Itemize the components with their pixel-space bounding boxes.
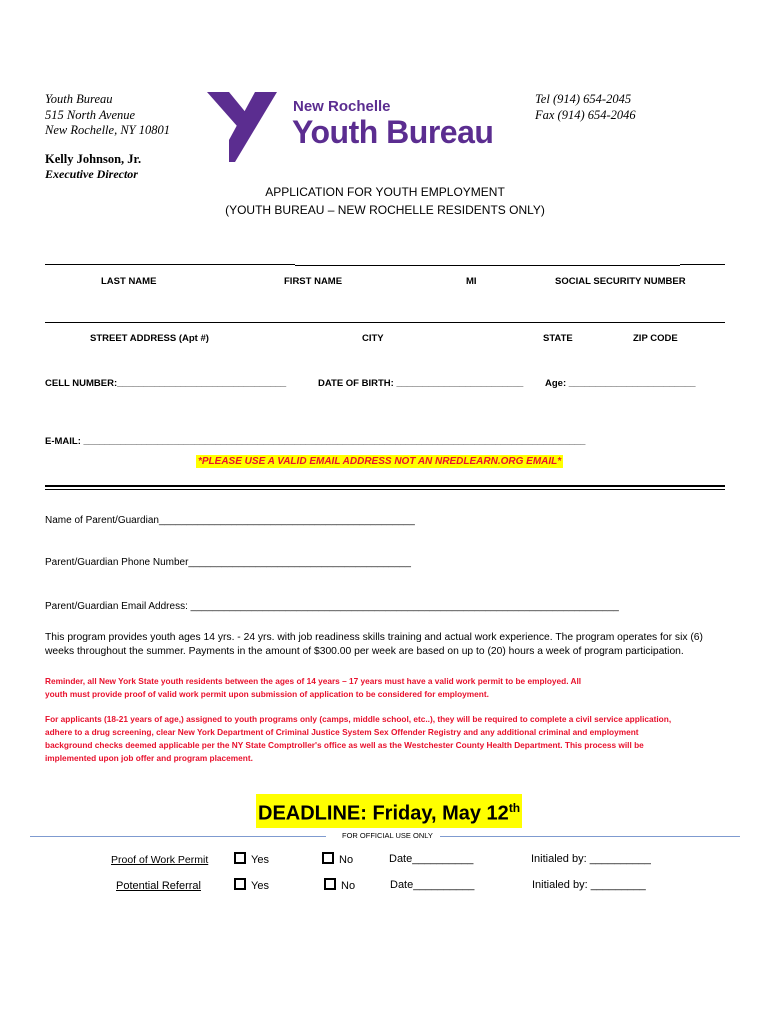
program-description: This program provides youth ages 14 yrs. - 24 yrs. with job readiness skills training and actual work experience. The program operates for six (6) weeks throughout the summer. Payments in the amount of $300.00 per week are based on up to (20) hours a week of program participation. xyxy=(45,632,703,657)
org-city: New Rochelle, NY 10801 xyxy=(45,123,170,137)
form-title xyxy=(0,183,770,219)
email-field[interactable]: E-MAIL: _______________________________________________________________________________________________ xyxy=(45,436,586,447)
name-line-2[interactable] xyxy=(295,265,680,266)
cell-number-field[interactable]: CELL NUMBER:________________________________ xyxy=(45,378,287,389)
referral-initialed-field[interactable]: Initialed by: _________ xyxy=(532,879,646,891)
contact-info xyxy=(535,92,636,123)
referral-no-checkbox[interactable] xyxy=(324,878,355,892)
fax: Fax (914) 654-2046 xyxy=(535,107,636,122)
title-line2: (YOUTH BUREAU – NEW ROCHELLE RESIDENTS ONLY) xyxy=(225,203,545,217)
checkbox-icon xyxy=(324,878,336,890)
logo-line2: Youth Bureau xyxy=(292,114,494,150)
ssn-line[interactable] xyxy=(680,264,725,265)
referral-yes-checkbox[interactable] xyxy=(234,878,269,892)
yes-label: Yes xyxy=(251,880,269,892)
permit-date-field[interactable]: Date__________ xyxy=(389,853,474,865)
age-field[interactable]: Age: ________________________ xyxy=(545,378,696,389)
no-label: No xyxy=(341,880,356,892)
email-note: *PLEASE USE A VALID EMAIL ADDRESS NOT AN NREDLEARN.ORG EMAIL* xyxy=(198,456,562,467)
logo-line1: New Rochelle xyxy=(293,98,391,115)
official-rule-left xyxy=(30,836,326,837)
youth-bureau-logo xyxy=(207,90,517,162)
permit-yes-checkbox[interactable] xyxy=(234,852,269,866)
checkbox-icon xyxy=(234,852,246,864)
mi-label: MI xyxy=(466,276,477,287)
title-line1: APPLICATION FOR YOUTH EMPLOYMENT xyxy=(265,185,505,199)
first-name-label: FIRST NAME xyxy=(284,276,343,287)
permit-no-checkbox[interactable] xyxy=(322,852,353,866)
guardian-phone-field[interactable]: Parent/Guardian Phone Number________________________________________ xyxy=(45,557,411,568)
director-name: Kelly Johnson, Jr. xyxy=(45,152,142,166)
deadline-text: DEADLINE: Friday, May 12 xyxy=(258,802,509,825)
no-label: No xyxy=(339,854,354,866)
applicant-requirements: For applicants (18-21 years of age,) assigned to youth programs only (camps, middle school, etc..), they will be required to complete a civil service application, adhere to a drug screening, clear New York Department of Criminal Justice System Sex Offender Registry and any additional criminal and employment background checks deemed applicable per the NY State Comptroller's office as well as the Westchester County Health Department. This process will be implemented upon job offer and program placement. xyxy=(45,714,672,763)
state-label: STATE xyxy=(543,333,573,344)
city-label: CITY xyxy=(362,333,384,344)
tel: Tel (914) 654-2045 xyxy=(535,92,632,106)
last-name-label: LAST NAME xyxy=(101,276,157,287)
director-title: Executive Director xyxy=(45,167,138,181)
guardian-email-field[interactable]: Parent/Guardian Email Address: _____________________________________________________________________________ xyxy=(45,601,619,612)
proof-work-permit-label: Proof of Work Permit xyxy=(111,854,209,866)
official-use-label: FOR OFFICIAL USE ONLY xyxy=(342,831,433,840)
org-street: 515 North Avenue xyxy=(45,107,136,122)
org-name: Youth Bureau xyxy=(45,92,113,106)
section-divider-2 xyxy=(45,489,725,490)
official-rule-right xyxy=(440,836,740,837)
checkbox-icon xyxy=(322,852,334,864)
street-label: STREET ADDRESS (Apt #) xyxy=(90,333,209,344)
yes-label: Yes xyxy=(251,854,269,866)
potential-referral-label: Potential Referral xyxy=(116,880,201,892)
org-address xyxy=(45,92,170,139)
checkbox-icon xyxy=(234,878,246,890)
work-permit-reminder: Reminder, all New York State youth residents between the ages of 14 years – 17 years must have a valid work permit to be employed. All youth must provide proof of valid work permit upon submission of application to be considered for employment. xyxy=(45,676,582,699)
section-divider xyxy=(45,485,725,487)
ssn-label: SOCIAL SECURITY NUMBER xyxy=(555,276,686,287)
deadline-sup: th xyxy=(508,801,521,815)
dob-field[interactable]: DATE OF BIRTH: ________________________ xyxy=(318,378,524,389)
zip-label: ZIP CODE xyxy=(633,333,678,344)
logo-mark-icon xyxy=(207,90,277,162)
address-line[interactable] xyxy=(45,322,725,323)
name-line[interactable] xyxy=(45,264,295,265)
referral-date-field[interactable]: Date__________ xyxy=(390,879,475,891)
deadline-banner xyxy=(256,794,522,828)
permit-initialed-field[interactable]: Initialed by: __________ xyxy=(531,853,651,865)
guardian-name-field[interactable]: Name of Parent/Guardian______________________________________________ xyxy=(45,515,415,526)
